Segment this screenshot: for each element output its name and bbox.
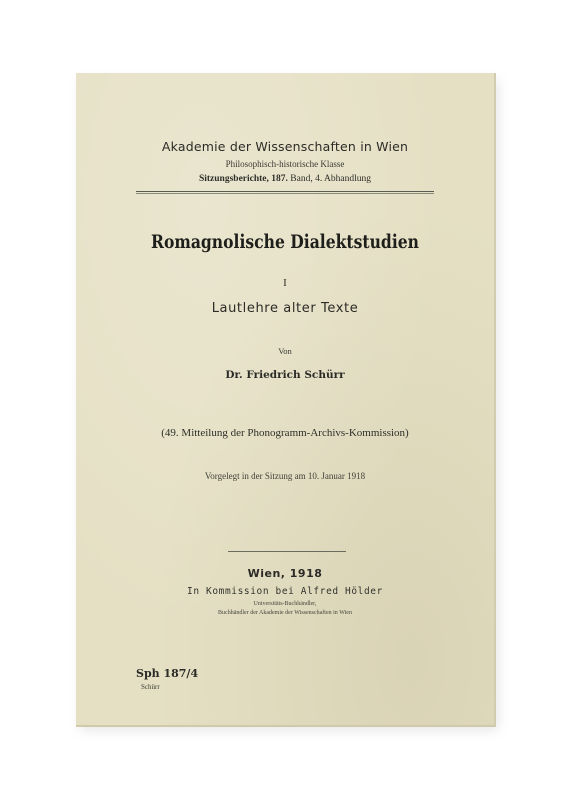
by-label: Von [278, 346, 292, 356]
book-cover [76, 73, 496, 727]
part-number: I [283, 277, 287, 289]
author-name: Dr. Friedrich Schürr [225, 369, 345, 381]
place-year: Wien, 1918 [247, 567, 323, 580]
shelfmark: Sph 187/4 [136, 667, 199, 680]
publisher-subtitle-1: Universitäts-Buchhändler, [253, 601, 317, 607]
series-volume: Sitzungsberichte, 187. [198, 174, 288, 184]
class-name: Philosophisch-historische Klasse [225, 159, 345, 169]
presented-note: Vorgelegt in der Sitzung am 10. Januar 1918 [204, 471, 366, 481]
publisher: In Kommission bei Alfred Hölder [187, 586, 383, 597]
shelfmark-author: Schürr [141, 683, 160, 691]
series-part: Band, 4. Abhandlung [287, 174, 372, 184]
publisher-subtitle-2: Buchhändler der Akademie der Wissenschaften in Wien [218, 610, 352, 616]
academy-name: Akademie der Wissenschaften in Wien [161, 139, 409, 154]
book-subtitle: Lautlehre alter Texte [211, 301, 359, 316]
commission-note: (49. Mitteilung der Phonogramm-Archivs-Kommission) [161, 427, 409, 439]
header-rule [136, 191, 434, 194]
book-title: Romagnolische Dialektstudien [150, 231, 419, 253]
series-info [76, 174, 494, 184]
imprint-rule [228, 551, 346, 552]
